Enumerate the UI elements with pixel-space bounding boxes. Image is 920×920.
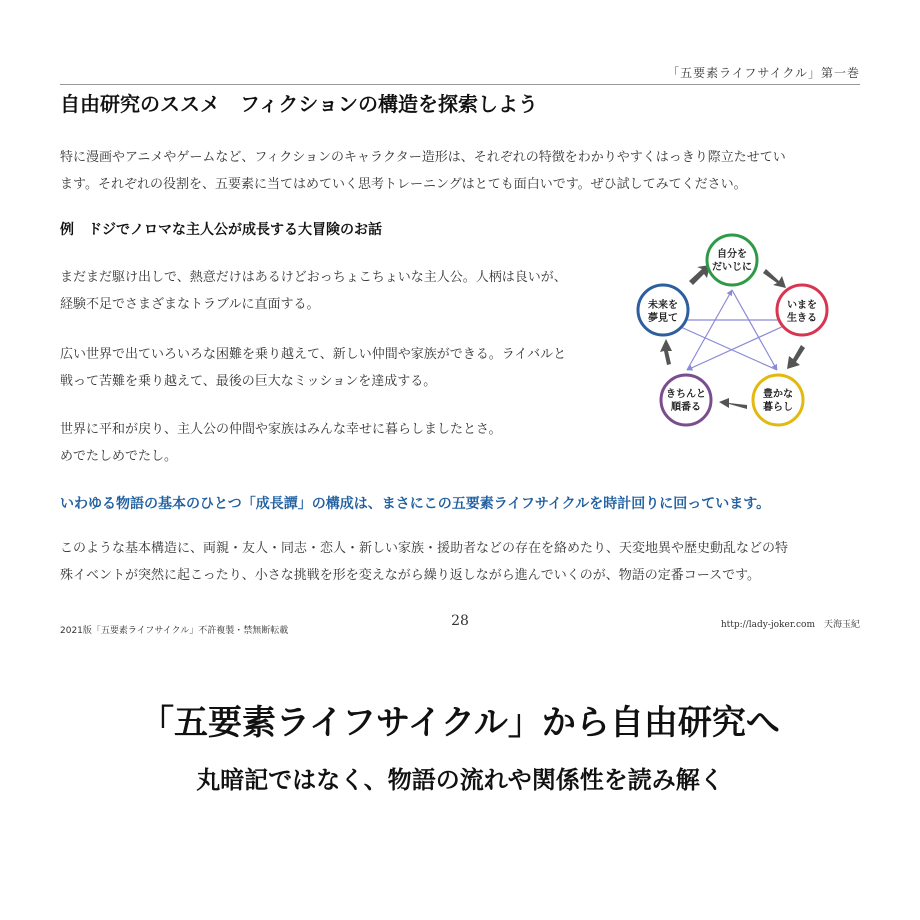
cycle-node-jibun — [707, 235, 757, 285]
page-number: 28 — [451, 613, 469, 629]
intro-paragraph — [60, 144, 870, 198]
node-label: いまを — [787, 300, 817, 311]
story-line: まだまだ駆け出しで、熱意だけはあるけどおっちょこちょいな主人公。人柄は良いが、 — [60, 270, 567, 285]
series-title: 「五要素ライフサイクル」第一巻 — [667, 66, 860, 80]
conclusion-line: 殊イベントが突然に起こったり、小さな挑戦を形を変えながら繰り返しながら進んでいくのが、物語の定番コースです。 — [60, 568, 761, 583]
story-line: 世界に平和が戻り、主人公の仲間や家族はみんな幸せに暮らしましたとさ。 — [60, 422, 502, 437]
header-rule — [60, 84, 860, 85]
example-heading: 例 ドジでノロマな主人公が成長する大冒険のお話 — [60, 222, 382, 238]
node-label: 未来を — [648, 300, 678, 311]
arrow-icon — [787, 345, 805, 369]
conclusion-line: このような基本構造に、両親・友人・同志・恋人・新しい家族・援助者などの存在を絡めたり、天変地異や歴史動乱などの特 — [60, 541, 789, 556]
node-label: 生きる — [787, 313, 817, 324]
intro-line: ます。それぞれの役割を、五要素に当てはめていく思考トレーニングはとても面白いです。ぜひ試してみてください。 — [60, 177, 747, 192]
promo-title: 「五要素ライフサイクル」から自由研究へ — [140, 703, 780, 743]
node-label: 夢見て — [648, 313, 678, 324]
node-circle — [661, 375, 711, 425]
five-element-cycle-diagram — [625, 225, 840, 435]
cycle-node-yutaka — [753, 375, 803, 425]
footer-copyright: 2021版「五要素ライフサイクル」不許複製・禁無断転載 — [60, 626, 289, 636]
cycle-node-ima — [777, 285, 827, 335]
cycle-node-mirai — [638, 285, 688, 335]
story-line: 広い世界で出ていろいろな困難を乗り越えて、新しい仲間や家族ができる。ライバルと — [60, 347, 567, 362]
story-line: 戦って苦難を乗り越えて、最後の巨大なミッションを達成する。 — [60, 374, 437, 389]
cycle-node-kichinto — [661, 375, 711, 425]
promo-subtitle: 丸暗記ではなく、物語の流れや関係性を読み解く — [196, 766, 724, 794]
conclusion-paragraph — [60, 535, 870, 589]
story-paragraph — [60, 416, 630, 470]
node-label: だいじに — [712, 262, 752, 273]
intro-line: 特に漫画やアニメやゲームなど、フィクションのキャラクター造形は、それぞれの特徴をわかりやすくはっきり際立たせてい — [60, 150, 786, 165]
node-label: 自分を — [717, 249, 747, 260]
arrow-icon — [763, 269, 786, 288]
arrow-icon — [719, 398, 747, 409]
page-title: 自由研究のススメ フィクションの構造を探索しよう — [60, 92, 538, 116]
node-label: きちんと — [666, 389, 706, 400]
node-label: 順番る — [671, 402, 701, 413]
node-label: 豊かな — [763, 389, 793, 400]
node-circle — [707, 235, 757, 285]
highlight-statement: いわゆる物語の基本のひとつ「成長譚」の構成は、まさにこの五要素ライフサイクルを時計回りに回っています。 — [60, 496, 771, 512]
node-circle — [753, 375, 803, 425]
story-line: 経験不足でさまざまなトラブルに直面する。 — [60, 297, 320, 312]
story-paragraph — [60, 264, 630, 318]
story-paragraph — [60, 341, 630, 395]
footer-website: http://lady-joker.com 天海玉紀 — [720, 620, 860, 630]
story-line: めでたしめでたし。 — [60, 449, 178, 464]
node-label: 暮らし — [763, 402, 793, 413]
arrow-icon — [660, 339, 672, 365]
